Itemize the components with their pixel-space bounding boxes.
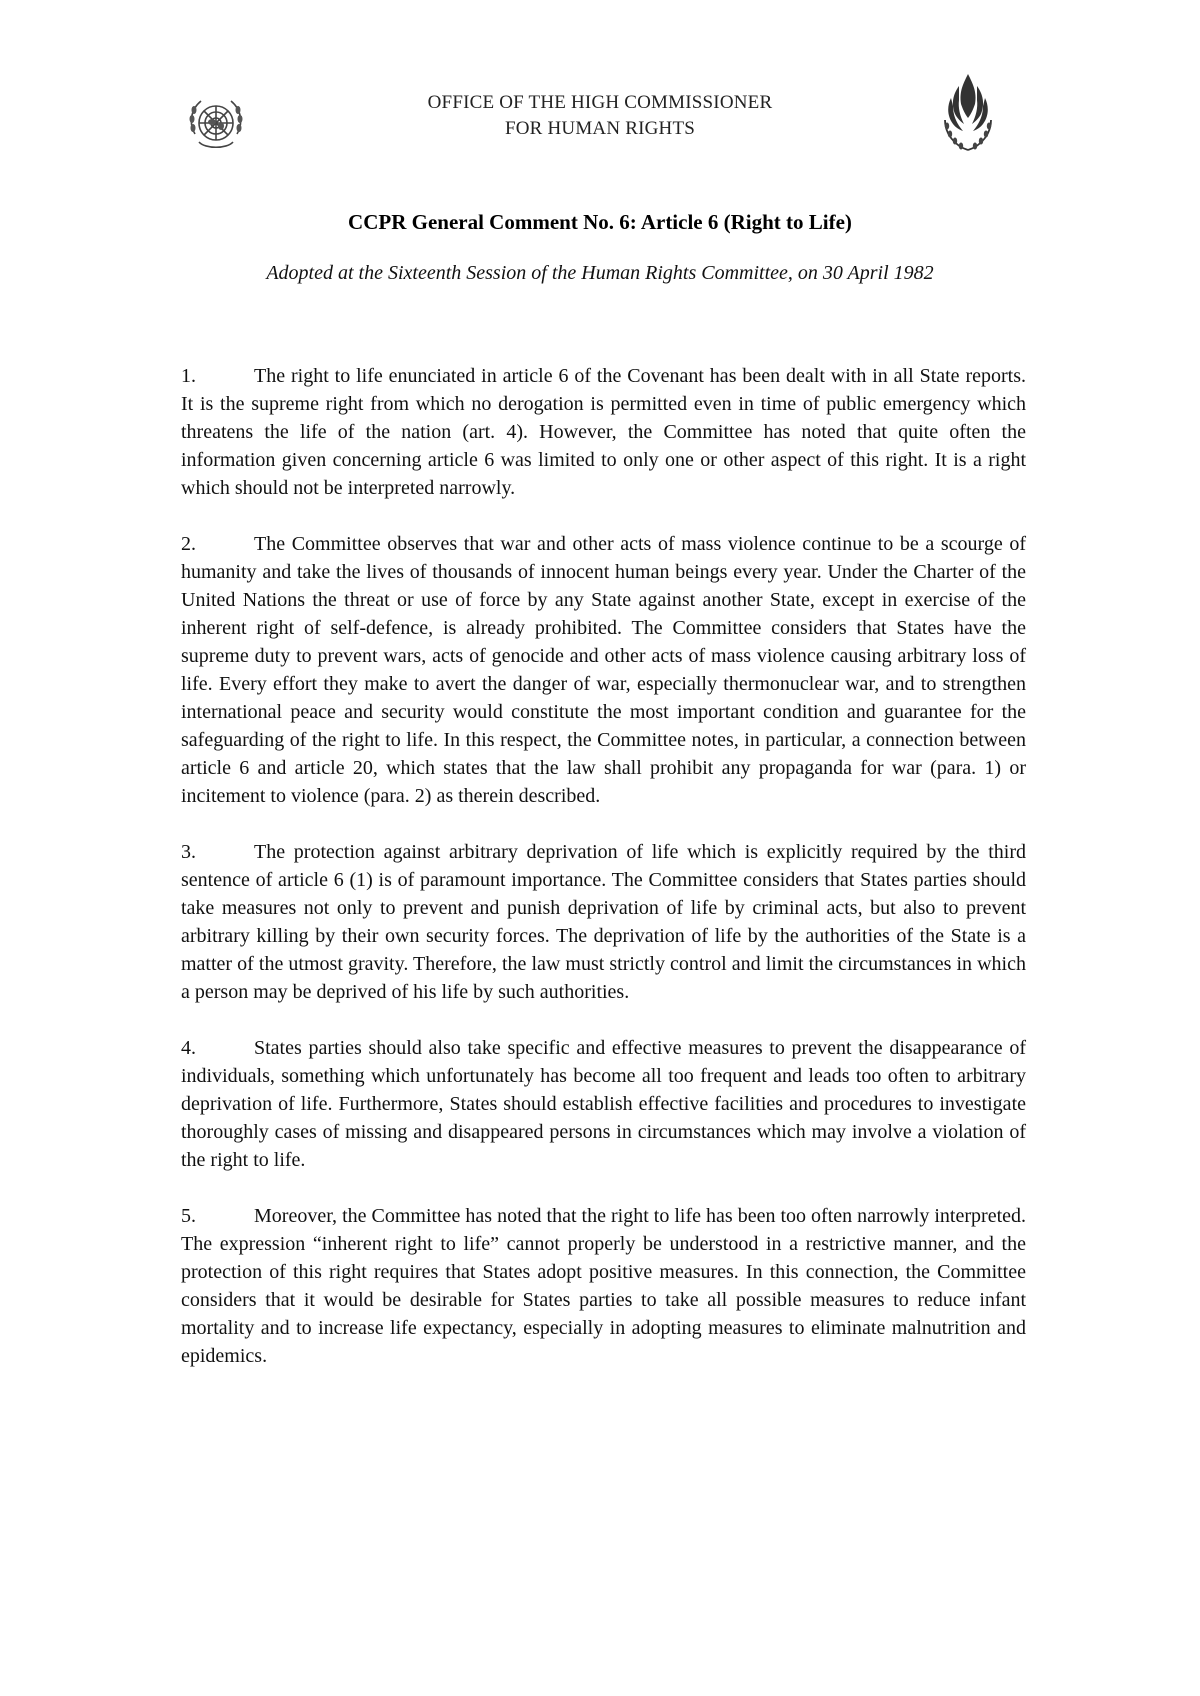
un-emblem-icon <box>185 92 247 154</box>
office-name <box>300 90 900 142</box>
paragraph-3 <box>181 838 1026 1006</box>
office-line-2: FOR HUMAN RIGHTS <box>504 118 696 139</box>
paragraph-1 <box>181 362 1026 502</box>
paragraph-text: States parties should also take specific and effective measures to prevent the disappearance of individuals, something which unfortunately has become all too frequent and leads too often to arbitrary deprivation of life. Furthermore, States should establish effective facilities and procedures to investigate thoroughly cases of missing and disappeared persons in circumstances which may involve a violation of the right to life. <box>181 1037 1026 1171</box>
paragraph-number: 1. <box>181 365 196 387</box>
paragraph-text: The right to life enunciated in article 6 of the Covenant has been dealt with in all State reports. It is the supreme right from which no derogation is permitted even in time of public emergency which threatens the life of the nation (art. 4). However, the Committee has noted that quite often the information given concerning article 6 was limited to only one or other aspect of this right. It is a right which should not be interpreted narrowly. <box>181 365 1026 499</box>
document-title: CCPR General Comment No. 6: Article 6 (Right to Life) <box>348 210 852 234</box>
human-rights-emblem-icon <box>937 70 999 158</box>
office-line-1: OFFICE OF THE HIGH COMMISSIONER <box>427 92 773 113</box>
paragraph-number: 4. <box>181 1037 196 1059</box>
letterhead <box>0 0 1200 180</box>
paragraph-5 <box>181 1202 1026 1370</box>
paragraph-number: 2. <box>181 533 196 555</box>
paragraph-number: 3. <box>181 841 196 863</box>
document-body <box>181 362 1026 1398</box>
paragraph-text: The Committee observes that war and other acts of mass violence continue to be a scourge of humanity and take the lives of thousands of innocent human beings every year. Under the Charter of the United Nations the threat or use of force by any State against another State, except in exercise of the inherent right of self-defence, is already prohibited. The Committee considers that States have the supreme duty to prevent wars, acts of genocide and other acts of mass violence causing arbitrary loss of life. Every effort they make to avert the danger of war, especially thermonuclear war, and to strengthen international peace and security would constitute the most important condition and guarantee for the safeguarding of the right to life. In this respect, the Committee notes, in particular, a connection between article 6 and article 20, which states that the law shall prohibit any propaganda for war (para. 1) or incitement to violence (para. 2) as therein described. <box>181 533 1026 807</box>
paragraph-text: Moreover, the Committee has noted that the right to life has been too often narrowly interpreted. The expression “inherent right to life” cannot properly be understood in a restrictive manner, and the protection of this right requires that States adopt positive measures. In this connection, the Committee considers that it would be desirable for States parties to take all possible measures to reduce infant mortality and to increase life expectancy, especially in adopting measures to eliminate malnutrition and epidemics. <box>181 1205 1026 1367</box>
paragraph-4 <box>181 1034 1026 1174</box>
paragraph-number: 5. <box>181 1205 196 1227</box>
document-subtitle: Adopted at the Sixteenth Session of the Human Rights Committee, on 30 April 1982 <box>266 262 934 284</box>
paragraph-text: The protection against arbitrary deprivation of life which is explicitly required by the third sentence of article 6 (1) is of paramount importance. The Committee considers that States parties should take measures not only to prevent and punish deprivation of life by criminal acts, but also to prevent arbitrary killing by their own security forces. The deprivation of life by the authorities of the State is a matter of the utmost gravity. Therefore, the law must strictly control and limit the circumstances in which a person may be deprived of his life by such authorities. <box>181 841 1026 1003</box>
paragraph-2 <box>181 530 1026 810</box>
